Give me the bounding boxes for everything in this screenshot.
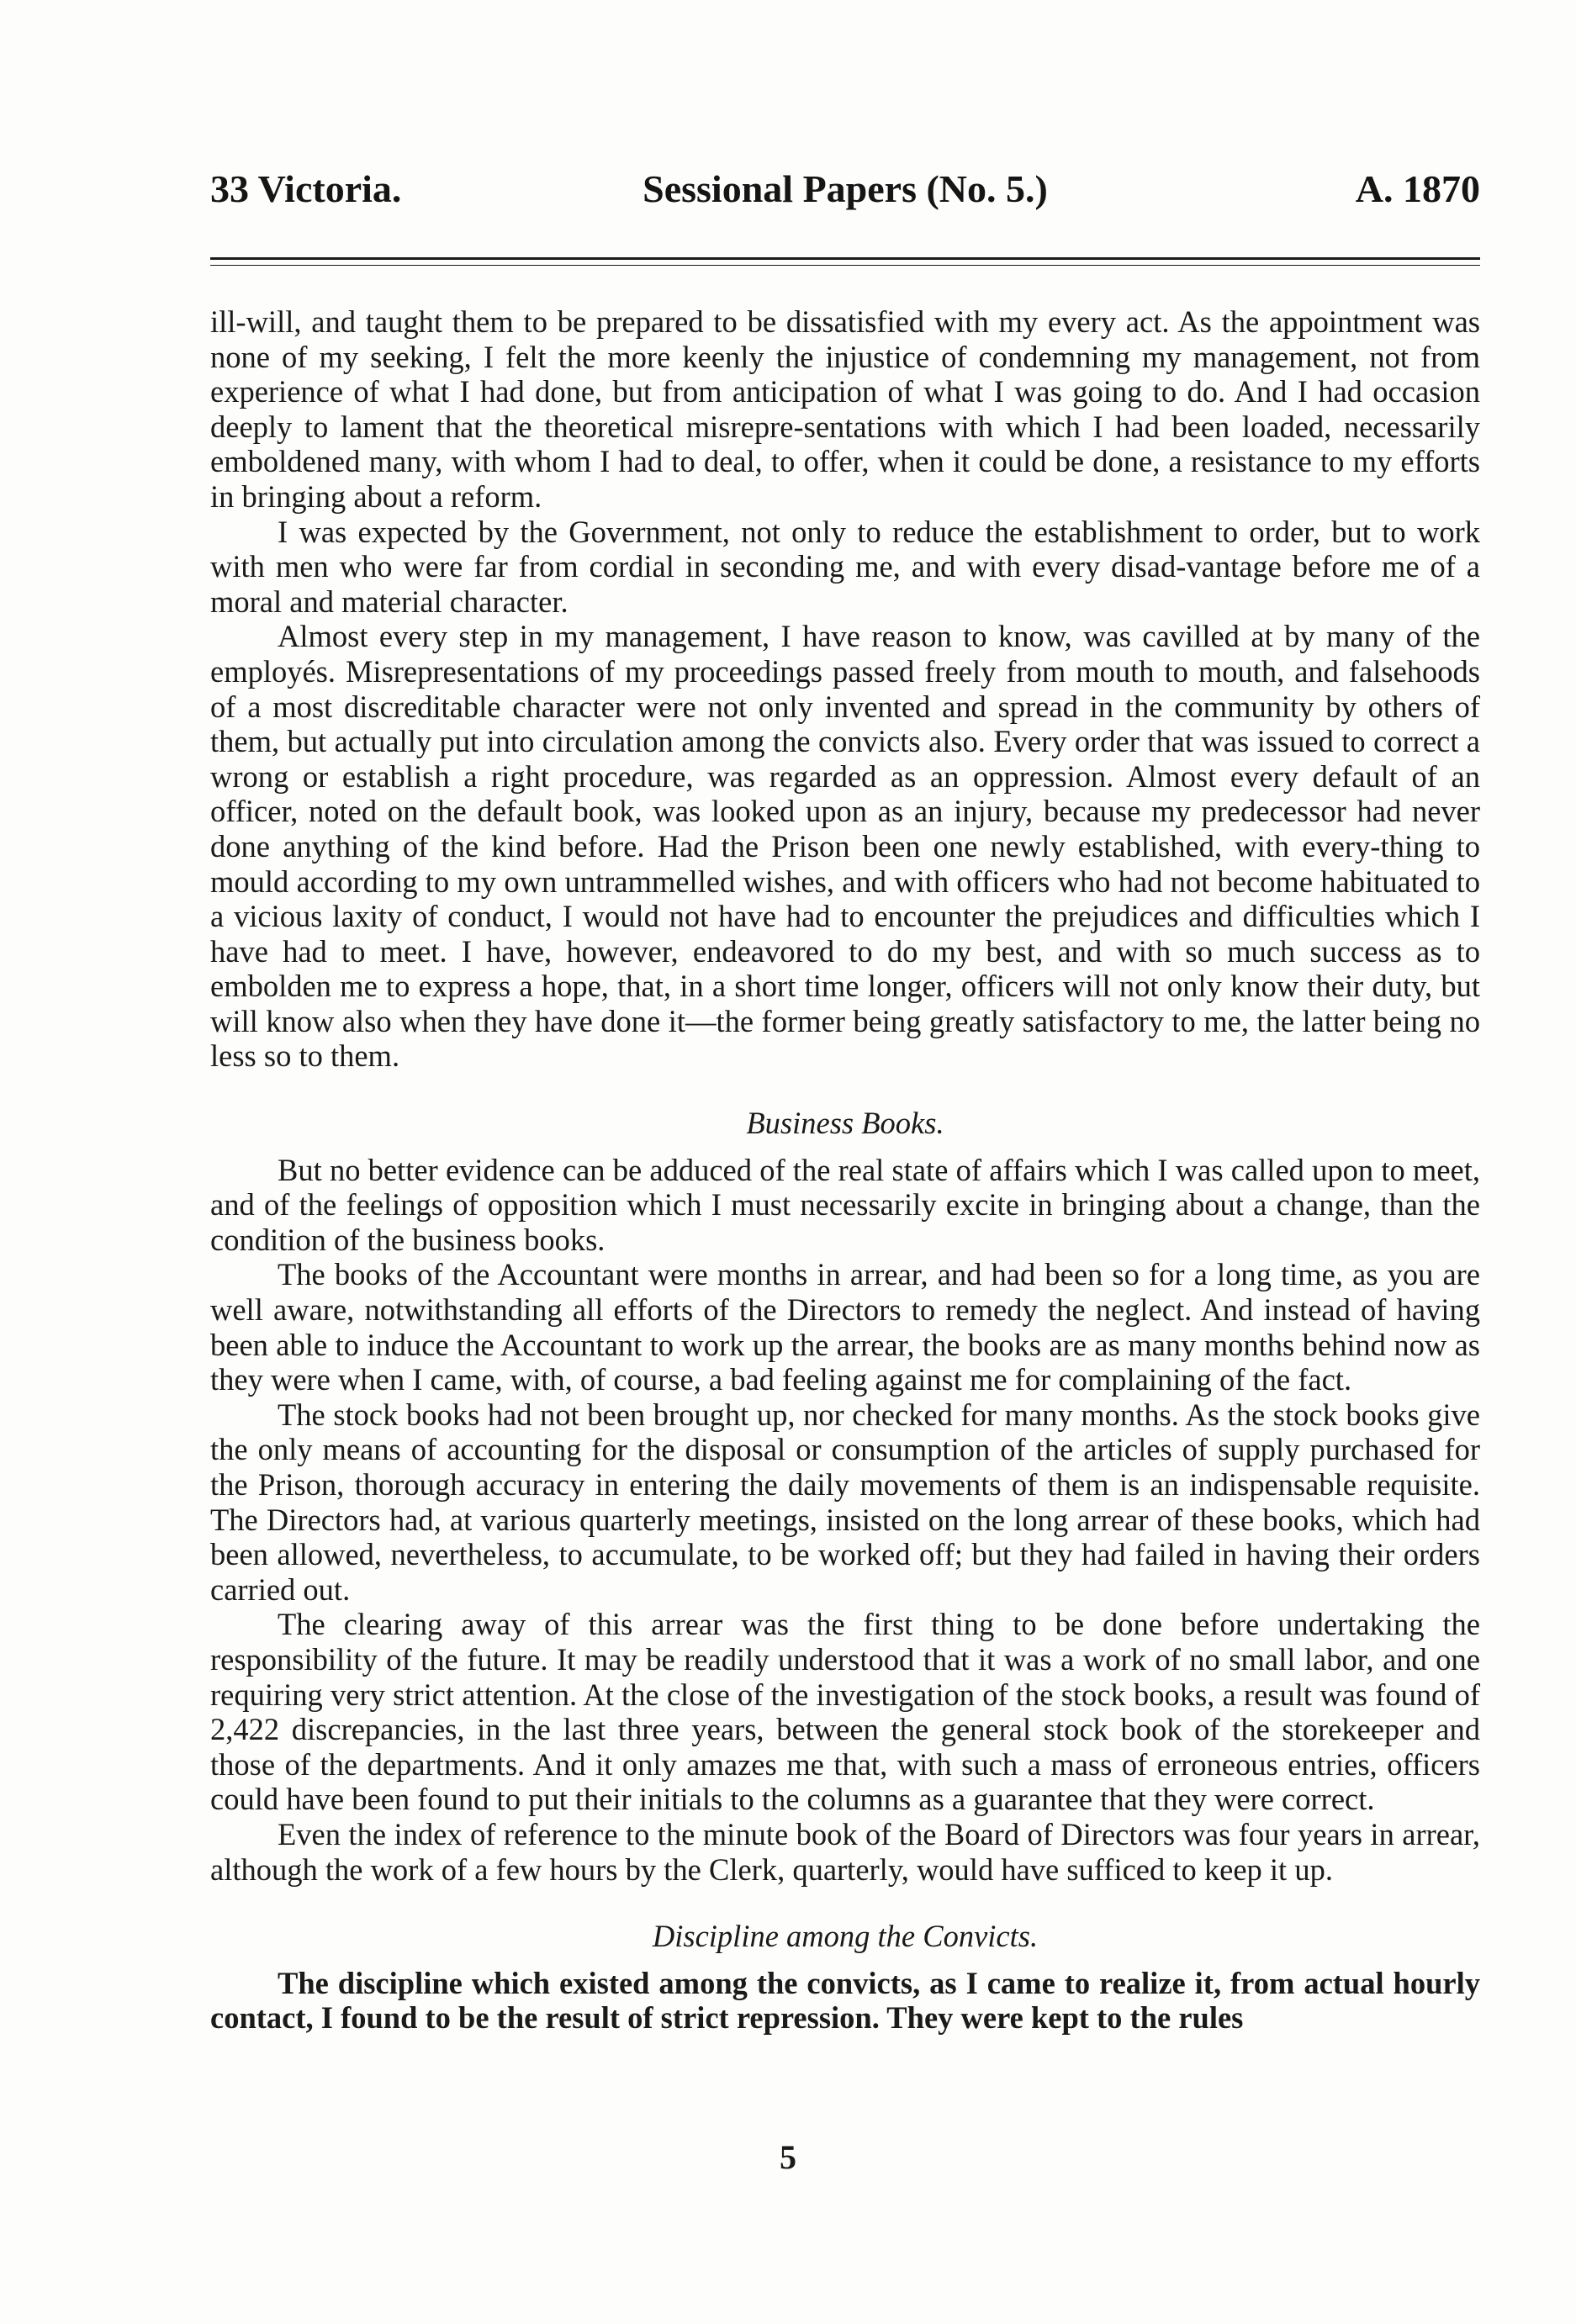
paragraph: The books of the Accountant were months in arrear, and had been so for a long time, as you are well aware, notwithstanding all efforts of the Directors to remedy the neglect. And instead of having been able to induce the Accountant to work up the arrear, the books are as many months behind now as they were when I came, with, of course, a bad feeling against me for complaining of the fact.	[210, 1257, 1480, 1397]
page-number: 5	[780, 2138, 796, 2176]
body-text	[210, 304, 1480, 2036]
section-heading-business-books: Business Books.	[746, 1106, 944, 1141]
paragraph: Almost every step in my management, I have reason to know, was cavilled at by many of the employés. Misrepresentations of my proceedings passed freely from mouth to mouth, and falsehoods of a most discreditable character were not only invented and spread in the community by others of them, but actually put into circulation among the convicts also. Every order that was issued to correct a wrong or establish a right procedure, was regarded as an oppression. Almost every default of an officer, noted on the default book, was looked upon as an injury, because my predecessor had never done anything of the kind before. Had the Prison been one newly established, with every-thing to mould according to my own untrammelled wishes, and with officers who had not become habituated to a vicious laxity of conduct, I would not have had to encounter the prejudices and difficulties which I have had to meet. I have, however, endeavored to do my best, and with so much success as to embolden me to express a hope, that, in a short time longer, officers will not only know their duty, but will know also when they have done it—the former being greatly satisfactory to me, the latter being no less so to them.	[210, 619, 1480, 1074]
paragraph: Even the index of reference to the minute book of the Board of Directors was four years in arrear, although the work of a few hours by the Clerk, quarterly, would have sufficed to keep it up.	[210, 1816, 1480, 1887]
header-rule-thick	[210, 257, 1480, 260]
paragraph: But no better evidence can be adduced of the real state of affairs which I was called upon to meet, and of the feelings of opposition which I must necessarily excite in bringing about a change, than the condition of the business books.	[210, 1152, 1480, 1257]
paragraph-continued: ill-will, and taught them to be prepared to be dissatisfied with my every act. As the appointment was none of my seeking, I felt the more keenly the injustice of condemning my management, not from experience of what I had done, but from anticipation of what I was going to do. And I had occasion deeply to lament that the theoretical misrepre-sentations with which I had been loaded, necessarily emboldened many, with whom I had to deal, to offer, when it could be done, a resistance to my efforts in bringing about a reform.	[210, 304, 1480, 514]
paragraph: The clearing away of this arrear was the first thing to be done before undertaking the responsibility of the future. It may be readily understood that it was a work of no small labor, and one requiring very strict attention. At the close of the investigation of the stock books, a result was found of 2,422 discrepancies, in the last three years, between the general stock book of the storekeeper and those of the departments. And it only amazes me that, with such a mass of erroneous entries, officers could have been found to put their initials to the columns as a guarantee that they were correct.	[210, 1607, 1480, 1817]
header-rule-thin	[210, 265, 1480, 266]
header-volume: 33 Victoria.	[210, 167, 402, 210]
paragraph-discipline: The discipline which existed among the convicts, as I came to realize it, from actual hourly contact, I found to be the result of strict repression. They were kept to the rules	[210, 1965, 1480, 2036]
header-title: Sessional Papers (No. 5.)	[643, 167, 1048, 210]
header-year: A. 1870	[1355, 167, 1480, 210]
paragraph: I was expected by the Government, not only to reduce the establishment to order, but to work with men who were far from cordial in seconding me, and with every disad-vantage before me of a moral and material character.	[210, 514, 1480, 619]
paragraph: The stock books had not been brought up, nor checked for many months. As the stock books give the only means of accounting for the disposal or consumption of the articles of supply purchased for the Prison, thorough accuracy in entering the daily movements of them is an indispensable requisite. The Directors had, at various quarterly meetings, insisted on the long arrear of these books, which had been allowed, nevertheless, to accumulate, to be worked off; but they had failed in having their orders carried out.	[210, 1397, 1480, 1607]
running-header	[210, 166, 1480, 225]
section-heading-discipline: Discipline among the Convicts.	[652, 1919, 1039, 1954]
